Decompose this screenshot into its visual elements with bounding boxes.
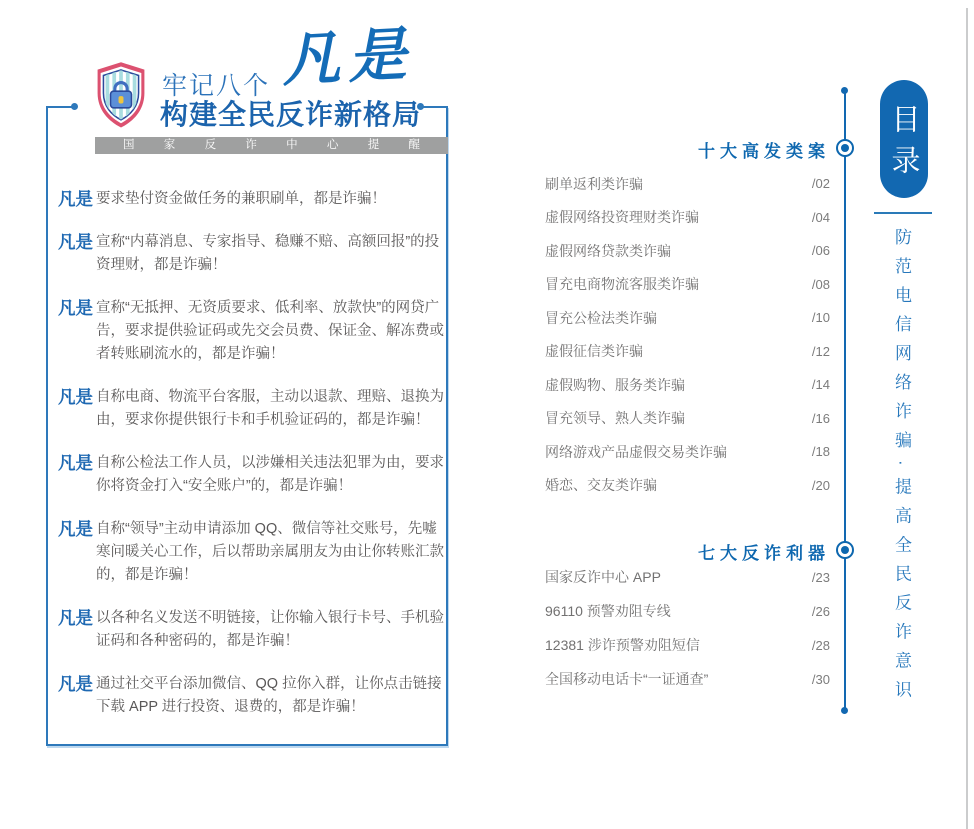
warning-text: 自称“领导”主动申请添加 QQ、微信等社交账号，先嘘寒问暖关心工作，后以帮助亲属朋友为由让你转账汇款的，都是诈骗！ — [96, 521, 444, 583]
warning-prefix: 凡是 — [58, 232, 93, 252]
bullet-dot — [841, 144, 849, 152]
toc-item[interactable] — [545, 201, 830, 235]
toc-item-page: /28 — [811, 637, 830, 653]
toc-item-page: /18 — [811, 444, 830, 460]
warning-prefix: 凡是 — [58, 674, 93, 694]
bullet-ring-icon — [836, 139, 854, 157]
toc-item-label: 96110 预警劝阻专线 — [545, 603, 671, 619]
toc-item[interactable] — [545, 402, 830, 436]
toc-item[interactable] — [545, 435, 830, 469]
toc-section-title-top10: 十大高发类案 — [698, 142, 830, 161]
toc-section-tools — [545, 560, 830, 696]
toc-item-label: 国家反诈中心 APP — [545, 569, 661, 585]
toc-item-label: 虚假网络投资理财类诈骗 — [545, 209, 699, 226]
toc-item-label: 冒充电商物流客服类诈骗 — [545, 276, 699, 293]
toc-item[interactable] — [545, 167, 830, 201]
shield-lock-icon — [90, 61, 152, 130]
toc-item-label: 冒充领导、熟人类诈骗 — [545, 410, 685, 427]
warning-item-1 — [58, 188, 450, 211]
warning-item-6 — [58, 518, 450, 587]
toc-item-label: 婚恋、交友类诈骗 — [545, 477, 657, 494]
warning-prefix: 凡是 — [58, 608, 93, 628]
sidebar-divider — [874, 212, 932, 214]
header-slogan-calligraphy: 凡是 — [280, 19, 416, 95]
warning-prefix: 凡是 — [58, 453, 93, 473]
warning-prefix: 凡是 — [58, 298, 93, 318]
warning-item-7 — [58, 607, 450, 653]
warning-text: 自称公检法工作人员，以涉嫌相关违法犯罪为由，要求你将资金打入“安全账户”的，都是诈骗！ — [96, 455, 444, 494]
header-slogan-small: 牢记八个 — [162, 72, 271, 100]
toc-item-page: /12 — [811, 343, 830, 359]
toc-timeline — [844, 93, 846, 708]
frame-top-left-segment — [46, 106, 74, 108]
toc-tab-label: 目录 — [887, 104, 920, 186]
toc-item-page: /26 — [811, 603, 830, 619]
frame-dot-left — [71, 103, 78, 110]
warning-item-3 — [58, 297, 450, 366]
toc-item[interactable] — [545, 234, 830, 268]
toc-item[interactable] — [545, 469, 830, 503]
toc-item-label: 虚假征信类诈骗 — [545, 343, 643, 360]
sidebar-vertical-slogan: 防范电信网络诈骗·提高全民反诈意识 — [892, 228, 911, 710]
toc-item-label: 12381 涉诈预警劝阻短信 — [545, 637, 700, 653]
toc-item[interactable] — [545, 594, 830, 628]
timeline-dot-top — [841, 87, 848, 94]
toc-item-label: 网络游戏产品虚假交易类诈骗 — [545, 443, 727, 460]
warning-prefix: 凡是 — [58, 189, 93, 209]
toc-item-label: 冒充公检法类诈骗 — [545, 309, 657, 326]
toc-item[interactable] — [545, 628, 830, 662]
warnings-list — [58, 188, 450, 739]
warning-text: 宣称“无抵押、无资质要求、低利率、放款快”的网贷广告，要求提供验证码或先交会员费、保证金、解冻费或者转账刷流水的，都是诈骗！ — [96, 300, 444, 362]
warning-text: 以各种名义发送不明链接，让你输入银行卡号、手机验证码和各种密码的，都是诈骗！ — [96, 610, 444, 649]
warning-item-5 — [58, 452, 450, 498]
frame-top-right-segment — [420, 106, 448, 108]
warning-item-8 — [58, 673, 450, 719]
toc-item-page: /10 — [811, 310, 830, 326]
bullet-dot — [841, 546, 849, 554]
toc-item-label: 全国移动电话卡“一证通查” — [545, 671, 709, 687]
toc-item-page: /16 — [811, 410, 830, 426]
toc-item[interactable] — [545, 301, 830, 335]
warning-text: 宣称“内幕消息、专家指导、稳赚不赔、高额回报”的投资理财，都是诈骗！ — [96, 234, 440, 273]
toc-section-title-tools: 七大反诈利器 — [698, 544, 830, 563]
toc-item[interactable] — [545, 335, 830, 369]
toc-item[interactable] — [545, 268, 830, 302]
toc-item-page: /06 — [811, 243, 830, 259]
toc-item-page: /08 — [811, 276, 830, 292]
warning-prefix: 凡是 — [58, 387, 93, 407]
page-title: 构建全民反诈新格局 — [160, 99, 422, 130]
toc-section-top10 — [545, 167, 830, 502]
toc-item-page: /23 — [811, 569, 830, 585]
toc-item[interactable] — [545, 368, 830, 402]
warning-item-4 — [58, 386, 450, 432]
national-center-banner: 国 家 反 诈 中 心 提 醒 — [95, 137, 448, 154]
toc-item[interactable] — [545, 662, 830, 696]
bullet-ring-icon — [836, 541, 854, 559]
toc-tab — [880, 80, 928, 198]
toc-item-page: /02 — [811, 176, 830, 192]
warning-prefix: 凡是 — [58, 519, 93, 539]
page-right-edge — [966, 8, 968, 829]
timeline-dot-bottom — [841, 707, 848, 714]
toc-item-page: /14 — [811, 377, 830, 393]
toc-item-page: /30 — [811, 671, 830, 687]
toc-item-label: 虚假网络贷款类诈骗 — [545, 242, 671, 259]
toc-item-page: /04 — [811, 209, 830, 225]
toc-item-page: /20 — [811, 477, 830, 493]
warning-item-2 — [58, 231, 450, 277]
toc-item-label: 虚假购物、服务类诈骗 — [545, 376, 685, 393]
toc-item-label: 刷单返利类诈骗 — [545, 175, 643, 192]
toc-item[interactable] — [545, 560, 830, 594]
warning-text: 要求垫付资金做任务的兼职刷单，都是诈骗！ — [96, 191, 386, 207]
warning-text: 通过社交平台添加微信、QQ 拉你入群，让你点击链接下载 APP 进行投资、退费的，都是诈骗！ — [96, 676, 442, 715]
warning-text: 自称电商、物流平台客服，主动以退款、理赔、退换为由，要求你提供银行卡和手机验证码的，都是诈骗！ — [96, 389, 444, 428]
